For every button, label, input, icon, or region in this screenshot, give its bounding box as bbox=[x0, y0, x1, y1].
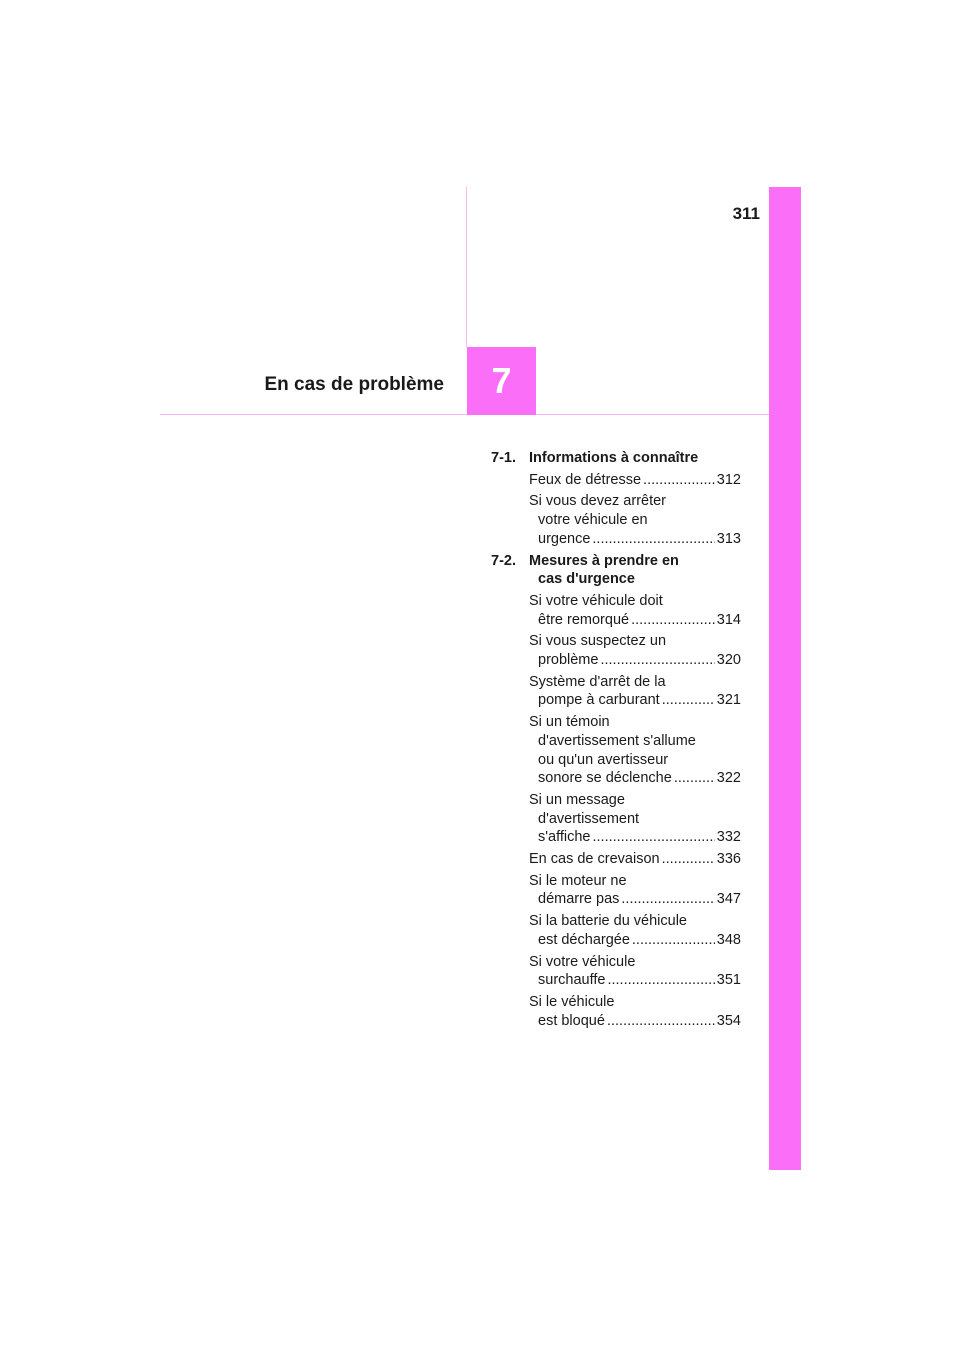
toc-entry-page: 336 bbox=[716, 851, 741, 868]
dot-leader bbox=[592, 828, 714, 847]
toc-entry-text: pompe à carburant bbox=[538, 692, 660, 709]
toc-entry[interactable] bbox=[529, 713, 741, 788]
toc-entry-line: Si vous devez arrêter bbox=[529, 493, 667, 510]
dot-leader bbox=[631, 611, 715, 630]
dot-leader bbox=[600, 651, 714, 670]
toc-entry-last-line bbox=[529, 850, 741, 869]
toc-entry-last-line bbox=[529, 931, 741, 950]
toc-entry-line: Si un témoin bbox=[529, 714, 610, 731]
chapter-side-tab bbox=[769, 187, 801, 1170]
toc-entry-text: Feux de détresse bbox=[529, 471, 642, 488]
toc-entry[interactable] bbox=[529, 632, 741, 669]
toc-entry-last-line bbox=[529, 691, 741, 710]
chapter-number: 7 bbox=[491, 360, 512, 401]
toc-entry-text: urgence bbox=[538, 530, 591, 547]
section-title bbox=[529, 552, 741, 589]
section-heading bbox=[491, 449, 741, 468]
toc-entry-line: d'avertissement bbox=[538, 810, 640, 827]
toc-entry-last-line bbox=[529, 769, 741, 788]
toc-entry-text: En cas de crevaison bbox=[529, 851, 660, 868]
toc-entry[interactable] bbox=[529, 791, 741, 847]
toc-entry-last-line bbox=[529, 828, 741, 847]
horizontal-rule bbox=[160, 414, 769, 415]
toc-entry-text: démarre pas bbox=[538, 891, 620, 908]
section-number: 7-2. bbox=[491, 552, 516, 569]
toc-entry[interactable] bbox=[529, 471, 741, 490]
toc-entry-last-line bbox=[529, 890, 741, 909]
section-title-line: cas d'urgence bbox=[538, 571, 635, 588]
toc-entry[interactable] bbox=[529, 592, 741, 629]
dot-leader bbox=[643, 471, 715, 490]
toc-entry-last-line bbox=[529, 471, 741, 490]
toc-entry-page: 320 bbox=[716, 652, 741, 669]
toc-entry[interactable] bbox=[529, 872, 741, 909]
toc-entry-line: Si un message bbox=[529, 791, 625, 808]
dot-leader bbox=[632, 931, 715, 950]
toc-entry-line: Si votre véhicule doit bbox=[529, 592, 663, 609]
section-title-line: Mesures à prendre en bbox=[529, 552, 679, 569]
section-items bbox=[529, 471, 741, 549]
toc-entry-line: Si vous suspectez un bbox=[529, 633, 667, 650]
toc-entry-page: 312 bbox=[716, 471, 741, 488]
section-title-line: Informations à connaître bbox=[529, 450, 699, 466]
toc-entry-text: être remorqué bbox=[538, 611, 630, 628]
toc-entry[interactable] bbox=[529, 993, 741, 1030]
toc-entry-text: s'affiche bbox=[538, 829, 591, 846]
section-heading bbox=[491, 552, 741, 589]
toc-entry-last-line bbox=[529, 971, 741, 990]
toc-entry[interactable] bbox=[529, 850, 741, 869]
toc-entry-last-line bbox=[529, 530, 741, 549]
toc-entry[interactable] bbox=[529, 673, 741, 710]
dot-leader bbox=[607, 1012, 715, 1031]
toc-entry[interactable] bbox=[529, 912, 741, 949]
toc-entry-text: est déchargée bbox=[538, 931, 630, 948]
toc-entry-page: 354 bbox=[716, 1012, 741, 1029]
dot-leader bbox=[592, 530, 714, 549]
toc-entry-page: 351 bbox=[716, 972, 741, 989]
toc-entry-line: Si votre véhicule bbox=[529, 953, 636, 970]
toc-entry-last-line bbox=[529, 611, 741, 630]
toc-entry[interactable] bbox=[529, 953, 741, 990]
toc-entry-text: problème bbox=[538, 652, 599, 669]
toc-entry-line: Système d'arrêt de la bbox=[529, 673, 666, 690]
toc-entry-line: Si le moteur ne bbox=[529, 872, 627, 889]
toc-entry-line: ou qu'un avertisseur bbox=[538, 751, 669, 768]
chapter-title: En cas de problème bbox=[264, 374, 444, 395]
toc-entry-last-line bbox=[529, 651, 741, 670]
toc-entry-last-line bbox=[529, 1012, 741, 1031]
toc-entry-line: d'avertissement s'allume bbox=[538, 732, 696, 749]
dot-leader bbox=[607, 971, 714, 990]
toc-entry-page: 322 bbox=[716, 770, 741, 787]
chapter-number-box bbox=[467, 347, 536, 415]
toc-section bbox=[491, 449, 741, 549]
toc-entry-page: 314 bbox=[716, 611, 741, 628]
toc-section bbox=[491, 552, 741, 1031]
toc-entry-page: 347 bbox=[716, 891, 741, 908]
toc-entry[interactable] bbox=[529, 492, 741, 548]
section-number: 7-1. bbox=[491, 450, 516, 466]
dot-leader bbox=[662, 850, 715, 869]
section-title bbox=[529, 449, 741, 468]
table-of-contents bbox=[491, 449, 741, 1033]
toc-entry-text: est bloqué bbox=[538, 1012, 605, 1029]
toc-entry-page: 348 bbox=[716, 931, 741, 948]
page-number: 311 bbox=[732, 204, 760, 223]
toc-entry-text: surchauffe bbox=[538, 972, 606, 989]
dot-leader bbox=[662, 691, 715, 710]
vertical-rule bbox=[466, 187, 467, 347]
toc-entry-page: 332 bbox=[716, 829, 741, 846]
dot-leader bbox=[674, 769, 715, 788]
toc-entry-page: 321 bbox=[716, 692, 741, 709]
toc-entry-line: Si le véhicule bbox=[529, 993, 615, 1010]
section-items bbox=[529, 592, 741, 1030]
toc-entry-line: votre véhicule en bbox=[538, 512, 648, 529]
toc-entry-line: Si la batterie du véhicule bbox=[529, 913, 687, 930]
toc-entry-page: 313 bbox=[716, 530, 741, 547]
dot-leader bbox=[621, 890, 714, 909]
toc-entry-text: sonore se déclenche bbox=[538, 770, 672, 787]
